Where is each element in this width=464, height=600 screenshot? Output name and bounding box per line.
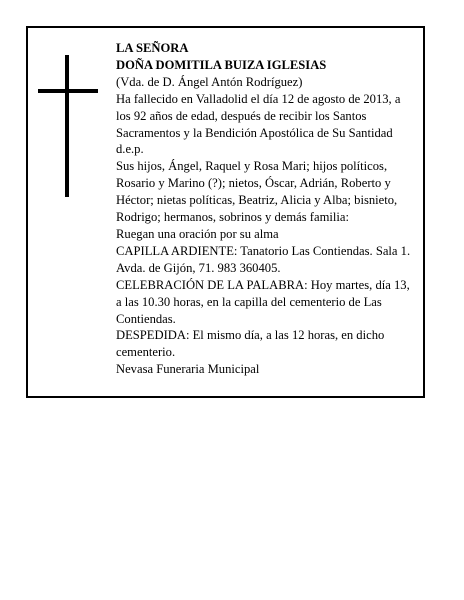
celebration-info: CELEBRACIÓN DE LA PALABRA: Hoy martes, día 13, a las 10.30 horas, en la capilla del cementerio de Las Contiendas. [116,277,410,326]
prayer-request: Ruegan una oración por su alma [116,226,279,241]
notice-body [116,40,416,378]
cross-horizontal-bar [38,89,98,93]
funeral-home: Nevasa Funeraria Municipal [116,362,260,377]
dep-line: d.e.p. [116,142,144,157]
deceased-name: DOÑA DOMITILA BUIZA IGLESIAS [116,57,327,72]
farewell-info: DESPEDIDA: El mismo día, a las 12 horas, en dicho cementerio. [116,328,385,360]
cross-icon [38,55,98,197]
obituary-notice [26,26,425,398]
death-statement: Ha fallecido en Valladolid el día 12 de agosto de 2013, a los 92 años de edad, después de recibir los Santos Sacramentos y la Bendición Apostólica de Su Santidad [116,91,401,140]
family-list: Sus hijos, Ángel, Raquel y Rosa Mari; hijos políticos, Rosario y Marino (?); nietos, Óscar, Adrián, Roberto y Héctor; nietas políticas, Beatriz, Alicia y Alba; bisnieto, Rodrigo; hermanos, sobrinos y demás familia: [116,159,398,225]
cross-vertical-bar [65,55,69,197]
widow-of-line: (Vda. de D. Ángel Antón Rodríguez) [116,74,303,89]
notice-title-line1: LA SEÑORA [116,41,189,55]
chapel-info: CAPILLA ARDIENTE: Tanatorio Las Contiendas. Sala 1. Avda. de Gijón, 71. 983 360405. [116,243,411,275]
